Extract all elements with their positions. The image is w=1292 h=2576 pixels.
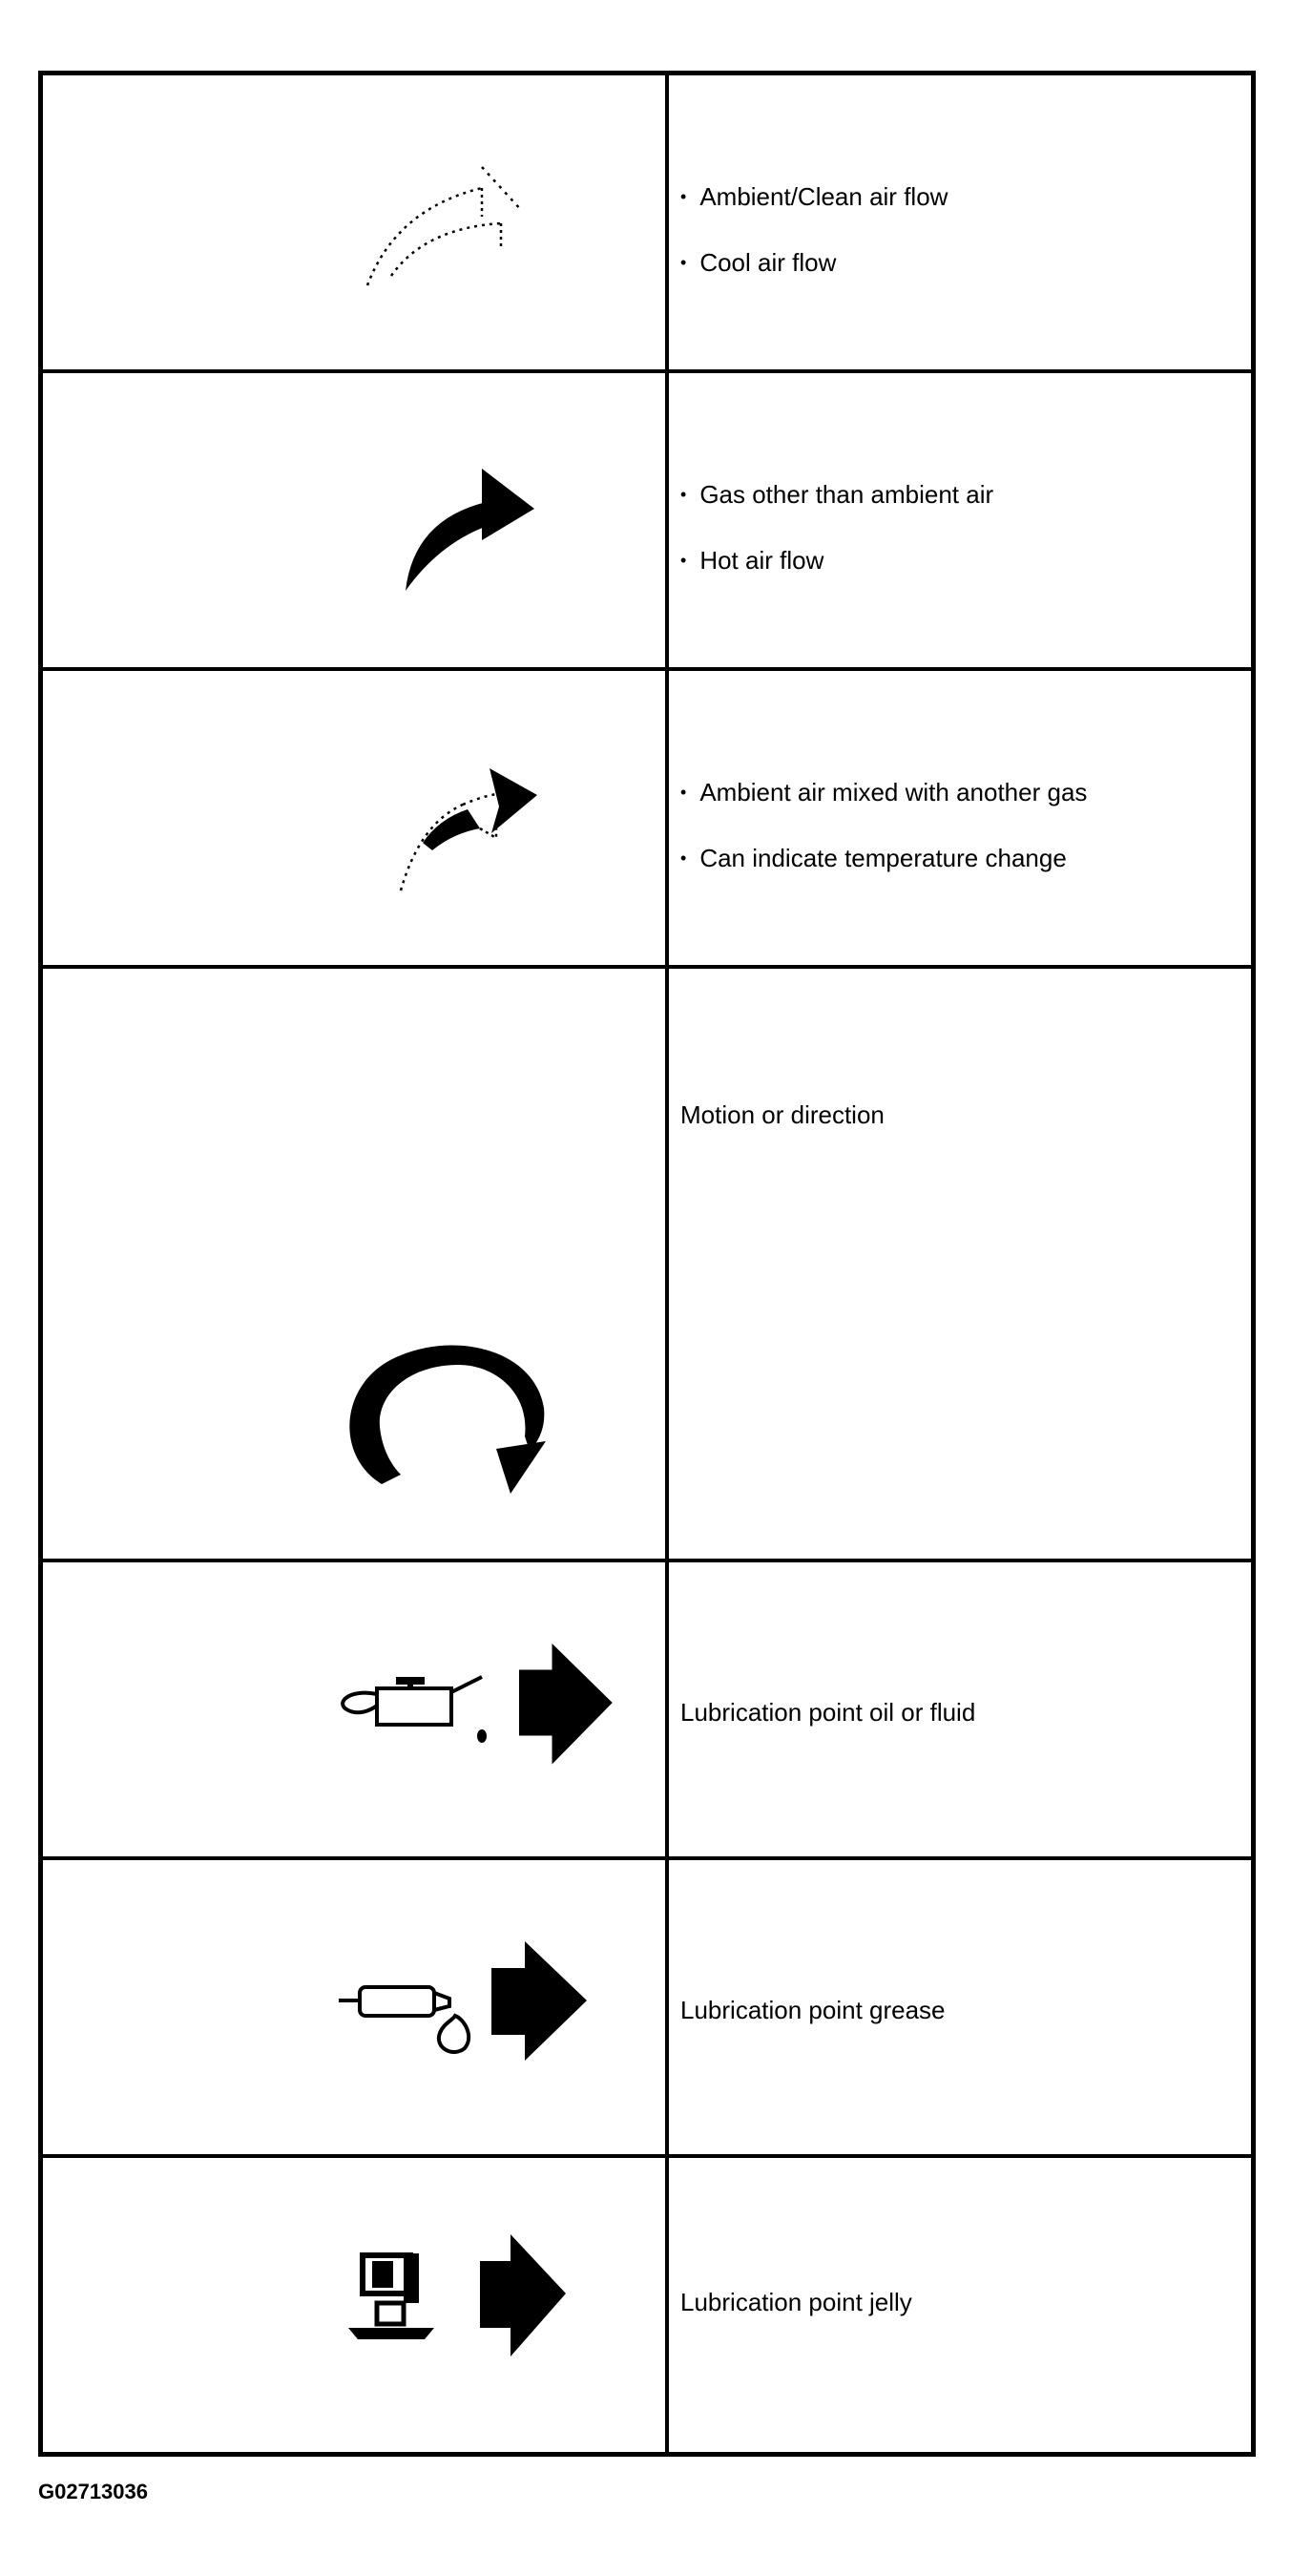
description-text: Lubrication point oil or fluid [680, 1698, 976, 1727]
solid-curved-arrow-icon [358, 440, 549, 602]
bullet-item: • Hot air flow [680, 544, 993, 576]
legend-row [43, 969, 1251, 1562]
description-cell [669, 2158, 1251, 2452]
legend-row [43, 671, 1251, 969]
description-cell [669, 373, 1251, 667]
bullet-list [680, 776, 1087, 908]
description-text: Motion or direction [680, 1100, 885, 1129]
legend-row [43, 2158, 1251, 2452]
jelly-container-arrow-icon [320, 2215, 644, 2406]
symbol-cell [43, 373, 669, 667]
description-cell [669, 969, 1251, 1559]
legend-row [43, 1860, 1251, 2158]
circular-arrow-icon [334, 1322, 582, 1503]
symbol-cell [43, 969, 669, 1559]
symbol-cell [43, 671, 669, 965]
description-text: Lubrication point grease [680, 1996, 946, 2024]
legend-row [43, 75, 1251, 373]
bullet-list [680, 478, 993, 610]
legend-row [43, 1562, 1251, 1860]
bullet-item: • Ambient/Clean air flow [680, 180, 948, 213]
symbol-cell [43, 2158, 669, 2452]
legend-row [43, 373, 1251, 671]
grease-tube-arrow-icon [301, 1932, 644, 2113]
dotted-curved-arrow-icon [358, 142, 549, 295]
description-cell [669, 1562, 1251, 1856]
figure-id: G02713036 [38, 2480, 148, 2503]
symbol-cell [43, 75, 669, 369]
symbol-cell [43, 1860, 669, 2154]
bullet-item: • Gas other than ambient air [680, 478, 993, 511]
mixed-curved-arrow-icon [358, 738, 549, 900]
description-cell [669, 671, 1251, 965]
description-cell [669, 75, 1251, 369]
description-cell [669, 1860, 1251, 2154]
bullet-item: • Can indicate temperature change [680, 842, 1087, 874]
symbol-legend-table [38, 71, 1256, 2457]
bullet-item: • Ambient air mixed with another gas [680, 776, 1087, 808]
symbol-cell [43, 1562, 669, 1856]
description-text: Lubrication point jelly [680, 2288, 912, 2316]
bullet-list [680, 180, 948, 312]
oil-can-arrow-icon [301, 1629, 644, 1811]
bullet-item: • Cool air flow [680, 246, 948, 279]
